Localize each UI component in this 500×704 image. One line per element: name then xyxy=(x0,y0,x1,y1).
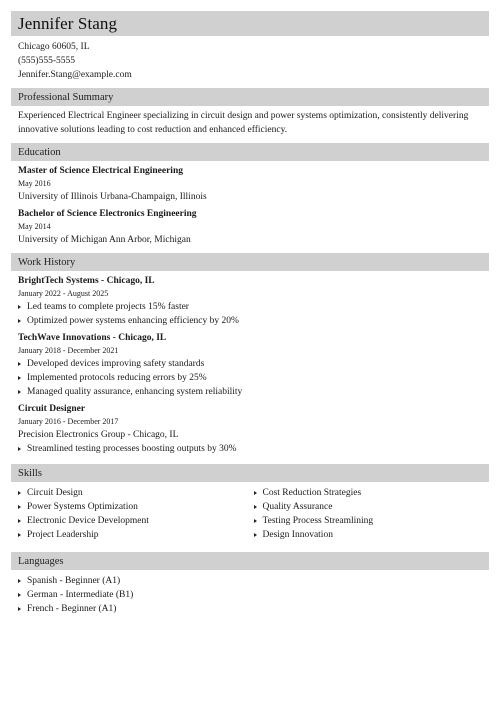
school: University of Illinois Urbana-Champaign, Illinois xyxy=(18,192,207,202)
skills-right-column xyxy=(254,486,490,542)
summary-heading xyxy=(11,88,489,106)
email: Jennifer.Stang@example.com xyxy=(18,70,132,80)
education-date: May 2016 xyxy=(18,179,51,188)
list-item: Power Systems Optimization xyxy=(18,500,254,514)
job-entry xyxy=(18,275,489,328)
bullet-icon xyxy=(254,533,257,537)
job-title: Circuit Designer xyxy=(18,404,86,414)
job-entry xyxy=(18,403,489,456)
list-item: Streamlined testing processes boosting outputs by 30% xyxy=(18,442,489,456)
bullet-icon xyxy=(18,305,21,309)
bullet-icon xyxy=(18,607,21,611)
list-item: Testing Process Streamlining xyxy=(254,514,490,528)
bullet-icon xyxy=(18,519,21,523)
bullet-icon xyxy=(254,505,257,509)
bullet-icon xyxy=(254,519,257,523)
candidate-name: Jennifer Stang xyxy=(18,13,118,33)
languages-list xyxy=(18,574,489,616)
list-item: Electronic Device Development xyxy=(18,514,254,528)
list-item: Project Leadership xyxy=(18,528,254,542)
education-heading-text: Education xyxy=(18,146,61,158)
education-date: May 2014 xyxy=(18,222,51,231)
education-heading xyxy=(11,143,489,161)
phone: (555)555-5555 xyxy=(18,56,75,66)
bullet-icon xyxy=(18,319,21,323)
skills-left-column xyxy=(18,486,254,542)
job-bullets xyxy=(18,442,489,456)
bullet-icon xyxy=(18,447,21,451)
job-title: TechWave Innovations - Chicago, IL xyxy=(18,333,167,343)
education-list xyxy=(18,165,489,247)
languages-heading xyxy=(11,552,489,570)
list-item: German - Intermediate (B1) xyxy=(18,588,489,602)
skills-heading-text: Skills xyxy=(18,467,42,479)
bullet-icon xyxy=(18,376,21,380)
name-header xyxy=(11,11,489,36)
skills-heading xyxy=(11,464,489,482)
degree: Master of Science Electrical Engineering xyxy=(18,166,183,176)
job-title: BrightTech Systems - Chicago, IL xyxy=(18,276,155,286)
list-item: Optimized power systems enhancing efficiency by 20% xyxy=(18,314,489,328)
job-bullets xyxy=(18,357,489,399)
list-item: Implemented protocols reducing errors by 25% xyxy=(18,371,489,385)
list-item: Developed devices improving safety standards xyxy=(18,357,489,371)
work-heading xyxy=(11,253,489,271)
job-entry xyxy=(18,332,489,399)
education-item xyxy=(18,208,489,247)
bullet-icon xyxy=(18,579,21,583)
list-item: Led teams to complete projects 15% faster xyxy=(18,300,489,314)
list-item: Cost Reduction Strategies xyxy=(254,486,490,500)
bullet-icon xyxy=(18,362,21,366)
bullet-icon xyxy=(18,491,21,495)
job-bullets xyxy=(18,300,489,328)
list-item: Circuit Design xyxy=(18,486,254,500)
job-dates: January 2016 - December 2017 xyxy=(18,417,119,426)
education-item xyxy=(18,165,489,204)
job-company: Precision Electronics Group - Chicago, IL xyxy=(18,430,179,440)
school: University of Michigan Ann Arbor, Michigan xyxy=(18,235,191,245)
address: Chicago 60605, IL xyxy=(18,42,90,52)
work-heading-text: Work History xyxy=(18,256,76,268)
languages-heading-text: Languages xyxy=(18,555,64,567)
skills-list xyxy=(18,486,489,542)
contact-block xyxy=(18,40,489,82)
list-item: Managed quality assurance, enhancing system reliability xyxy=(18,385,489,399)
bullet-icon xyxy=(18,593,21,597)
job-dates: January 2022 - August 2025 xyxy=(18,289,109,298)
work-list xyxy=(18,275,489,456)
bullet-icon xyxy=(18,505,21,509)
bullet-icon xyxy=(18,533,21,537)
list-item: Quality Assurance xyxy=(254,500,490,514)
degree: Bachelor of Science Electronics Engineering xyxy=(18,209,197,219)
bullet-icon xyxy=(18,390,21,394)
list-item: Design Innovation xyxy=(254,528,490,542)
list-item: Spanish - Beginner (A1) xyxy=(18,574,489,588)
list-item: French - Beginner (A1) xyxy=(18,602,489,616)
bullet-icon xyxy=(254,491,257,495)
summary-heading-text: Professional Summary xyxy=(18,91,114,103)
job-dates: January 2018 - December 2021 xyxy=(18,346,119,355)
summary-text: Experienced Electrical Engineer specializing in circuit design and power systems optimization, consistently delivering innovative solutions leading to cost reduction and enhanced efficiency. xyxy=(18,111,469,135)
